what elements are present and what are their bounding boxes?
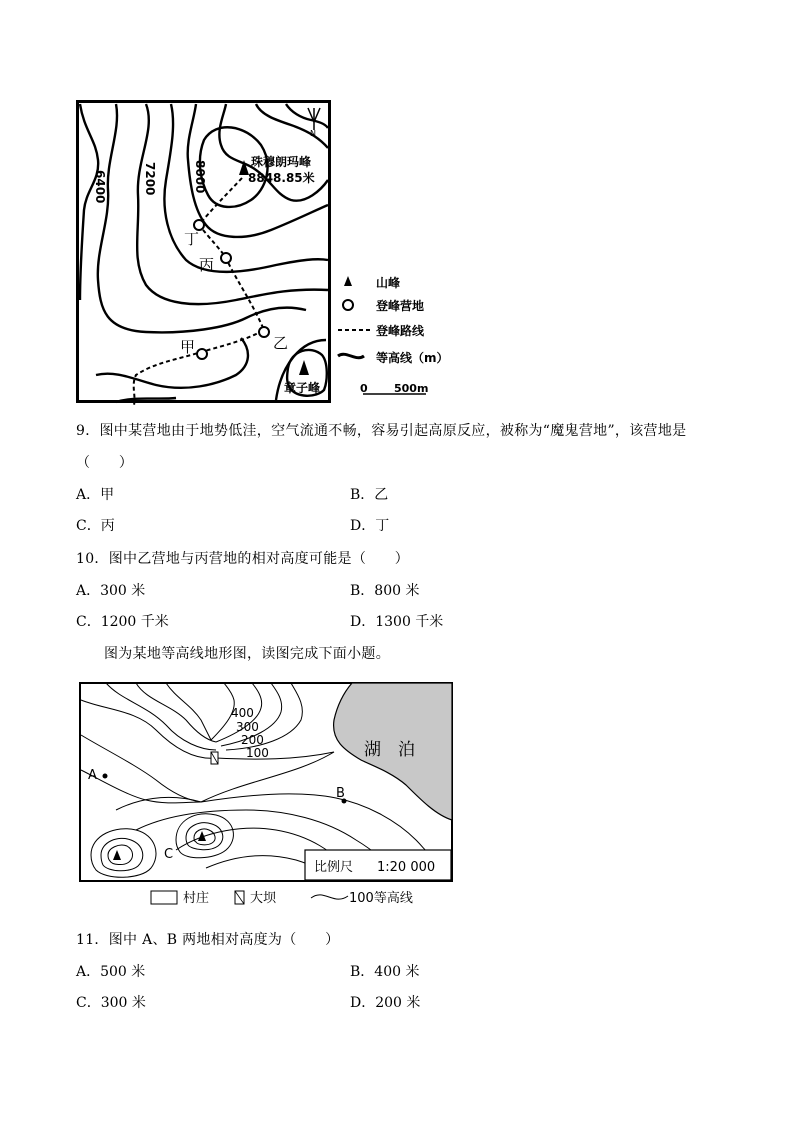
q11-option-d: D．200 米 <box>350 995 421 1011</box>
q9-option-c: C．丙 <box>76 518 115 534</box>
everest-height: 8848.85米 <box>248 171 315 185</box>
legend-peak-label: 山峰 <box>376 276 401 290</box>
q10-option-c: C．1200 千米 <box>76 614 169 630</box>
legend-dam-label: 大坝 <box>250 891 277 906</box>
map2-scale-label: 比例尺 <box>314 860 354 875</box>
scale-zero: 0 <box>360 382 368 395</box>
q9-option-a: A．甲 <box>76 487 115 503</box>
terrain-map-svg <box>76 680 456 910</box>
map2-contour-100: 100 <box>246 746 269 760</box>
map2-contour-300: 300 <box>236 720 259 734</box>
point-b-label: B <box>336 786 345 801</box>
everest-name: 珠穆朗玛峰 <box>251 155 312 169</box>
other-peak-label: 章子峰 <box>284 381 321 395</box>
q9-option-d: D．丁 <box>350 518 390 534</box>
legend-contour-label: 等高线（m） <box>376 351 449 365</box>
camp-jia-icon <box>197 349 207 359</box>
q10-option-a: A．300 米 <box>76 583 146 599</box>
everest-map-svg <box>76 100 456 405</box>
point-a-label: A <box>88 768 97 783</box>
contour-label-7200: 7200 <box>143 162 157 196</box>
map2-contour-400: 400 <box>231 706 254 720</box>
q10-stem: 10．图中乙营地与丙营地的相对高度可能是（ ） <box>76 551 410 567</box>
legend-camp-label: 登峰营地 <box>376 299 425 313</box>
map2-intro: 图为某地等高线地形图，读图完成下面小题。 <box>104 646 390 662</box>
point-c-label: C <box>164 847 174 862</box>
q9-option-b: B．乙 <box>350 487 389 503</box>
legend-contour-icon <box>338 354 364 357</box>
camp-ding-icon <box>194 220 204 230</box>
camp-yi-label: 乙 <box>273 334 289 352</box>
legend-route-label: 登峰路线 <box>376 324 425 338</box>
lake-label: 湖 泊 <box>364 740 415 760</box>
q10-option-d: D．1300 千米 <box>350 614 444 630</box>
other-peak-icon <box>299 360 309 375</box>
hill-left-peak-icon <box>113 850 121 860</box>
q11-stem: 11．图中 A、B 两地相对高度为（ ） <box>76 932 340 948</box>
north-label: N <box>310 129 316 138</box>
q10-option-b: B．800 米 <box>350 583 420 599</box>
q11-option-b: B．400 米 <box>350 964 420 980</box>
legend-contour-label2: 100等高线 <box>349 891 413 906</box>
point-a-icon <box>103 774 108 779</box>
camp-bing-icon <box>221 253 231 263</box>
q9-paren: （ ） <box>76 455 134 471</box>
camp-bing-label: 丙 <box>199 256 215 274</box>
camp-ding-label: 丁 <box>184 230 200 248</box>
legend-village-icon <box>151 891 177 904</box>
map2-contour-200: 200 <box>241 733 264 747</box>
contour-label-8000: 8000 <box>193 160 207 194</box>
legend-contour-icon2 <box>311 895 348 899</box>
contour-label-6400: 6400 <box>93 170 107 204</box>
q11-option-a: A．500 米 <box>76 964 146 980</box>
q11-option-c: C．300 米 <box>76 995 146 1011</box>
camp-yi-icon <box>259 327 269 337</box>
camp-jia-label: 甲 <box>180 338 196 356</box>
map2-scale-value: 1:20 000 <box>377 860 436 875</box>
legend-village-label: 村庄 <box>183 891 210 906</box>
legend-camp-icon <box>343 300 353 310</box>
q9-stem: 9．图中某营地由于地势低洼，空气流通不畅，容易引起高原反应，被称为“魔鬼营地”，该营地是 <box>76 423 687 439</box>
legend-peak-icon <box>344 276 352 286</box>
scale-dist: 500m <box>394 382 429 395</box>
terrain-contour-map <box>76 680 456 910</box>
everest-contour-map <box>76 100 456 405</box>
